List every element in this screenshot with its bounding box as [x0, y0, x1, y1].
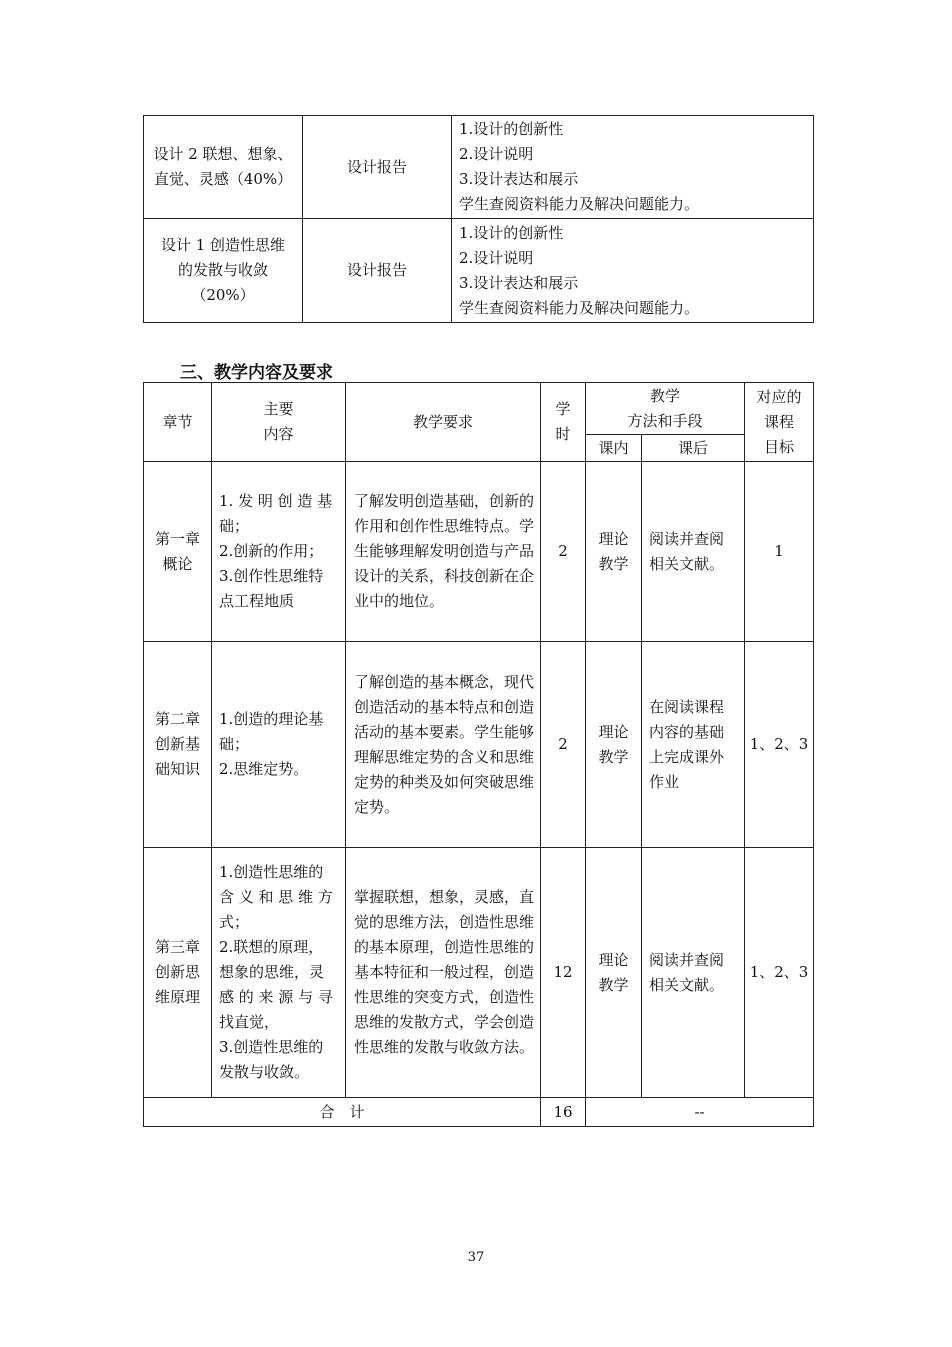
assessment-criteria [452, 219, 814, 323]
header-row [144, 383, 814, 435]
assessment-table [143, 115, 814, 323]
criteria-line: 1.设计的创新性 [459, 223, 564, 242]
header-in-class: 课内 [586, 435, 642, 462]
hours-cell: 2 [541, 462, 586, 642]
requirements-cell: 了解发明创造基础，创新的作用和创作性思维特点。学生能够理解发明创造与产品设计的关系，科技创新在企业中的地位。 [346, 462, 541, 642]
header-methods: 教学 方法和手段 [586, 383, 745, 435]
total-hours: 16 [541, 1098, 586, 1127]
header-content: 主要 内容 [212, 383, 346, 462]
objectives-cell: 1、2、3 [745, 848, 814, 1098]
assessment-method: 设计报告 [303, 116, 452, 219]
table-row [144, 848, 814, 1098]
teaching-content-table [143, 382, 814, 1127]
total-label: 合 计 [144, 1098, 541, 1127]
header-objectives: 对应的 课程 目标 [745, 383, 814, 462]
chapter-cell: 第三章 创新思 维原理 [144, 848, 212, 1098]
assessment-criteria [452, 116, 814, 219]
criteria-line: 1.设计的创新性 [459, 120, 564, 138]
content-cell: 1.创造的理论基 础； 2.思维定势。 [212, 642, 346, 848]
chapter-cell: 第二章 创新基 础知识 [144, 642, 212, 848]
content-cell: 1. 发 明 创 造 基 础； 2.创新的作用； 3.创作性思维特 点工程地质 [212, 462, 346, 642]
criteria-line: 3.设计表达和展示 [459, 170, 579, 188]
assessment-row [144, 219, 814, 323]
criteria-line: 学生查阅资料能力及解决问题能力。 [459, 298, 700, 317]
header-after-class: 课后 [642, 435, 745, 462]
requirements-cell: 了解创造的基本概念，现代创造活动的基本特点和创造活动的基本要素。学生能够理解思维定势的含义和思维定势的种类及如何突破思维定势。 [346, 642, 541, 848]
chapter-cell: 第一章 概论 [144, 462, 212, 642]
in-class-cell: 理论 教学 [586, 848, 642, 1098]
table-row [144, 642, 814, 848]
header-requirements: 教学要求 [346, 383, 541, 462]
table-row [144, 462, 814, 642]
total-rest: -- [586, 1098, 814, 1127]
after-class-cell: 阅读并查阅 相关文献。 [642, 462, 745, 642]
assessment-method: 设计报告 [303, 219, 452, 323]
header-chapter: 章节 [144, 383, 212, 462]
objectives-cell: 1 [745, 462, 814, 642]
assessment-item: 设计 2 联想、想象、 直觉、灵感（40%） [144, 116, 303, 219]
after-class-cell: 阅读并查阅 相关文献。 [642, 848, 745, 1098]
objectives-cell: 1、2、3 [745, 642, 814, 848]
assessment-row [144, 116, 814, 219]
after-class-cell: 在阅读课程 内容的基础 上完成课外 作业 [642, 642, 745, 848]
hours-cell: 2 [541, 642, 586, 848]
total-row [144, 1098, 814, 1127]
hours-cell: 12 [541, 848, 586, 1098]
criteria-line: 2.设计说明 [459, 248, 534, 267]
in-class-cell: 理论 教学 [586, 462, 642, 642]
page-number: 37 [467, 1250, 485, 1265]
in-class-cell: 理论 教学 [586, 642, 642, 848]
requirements-cell: 掌握联想，想象，灵感，直觉的思维方法，创造性思维的基本原理，创造性思维的基本特征和一般过程，创造性思维的突变方式，创造性思维的发散方式，学会创造性思维的发散与收敛方法。 [346, 848, 541, 1098]
criteria-line: 2.设计说明 [459, 145, 534, 163]
criteria-line: 3.设计表达和展示 [459, 273, 579, 292]
section-title: 三、教学内容及要求 [180, 363, 333, 383]
assessment-item: 设计 1 创造性思维 的发散与收敛 （20%） [144, 219, 303, 323]
criteria-line: 学生查阅资料能力及解决问题能力。 [459, 195, 700, 213]
header-hours: 学 时 [541, 383, 586, 462]
content-cell: 1.创造性思维的 含 义 和 思 维 方 式； 2.联想的原理， 想象的思维，灵 感 的 来 源 与 寻 找直觉， 3.创造性思维的 发散与收敛。 [212, 848, 346, 1098]
